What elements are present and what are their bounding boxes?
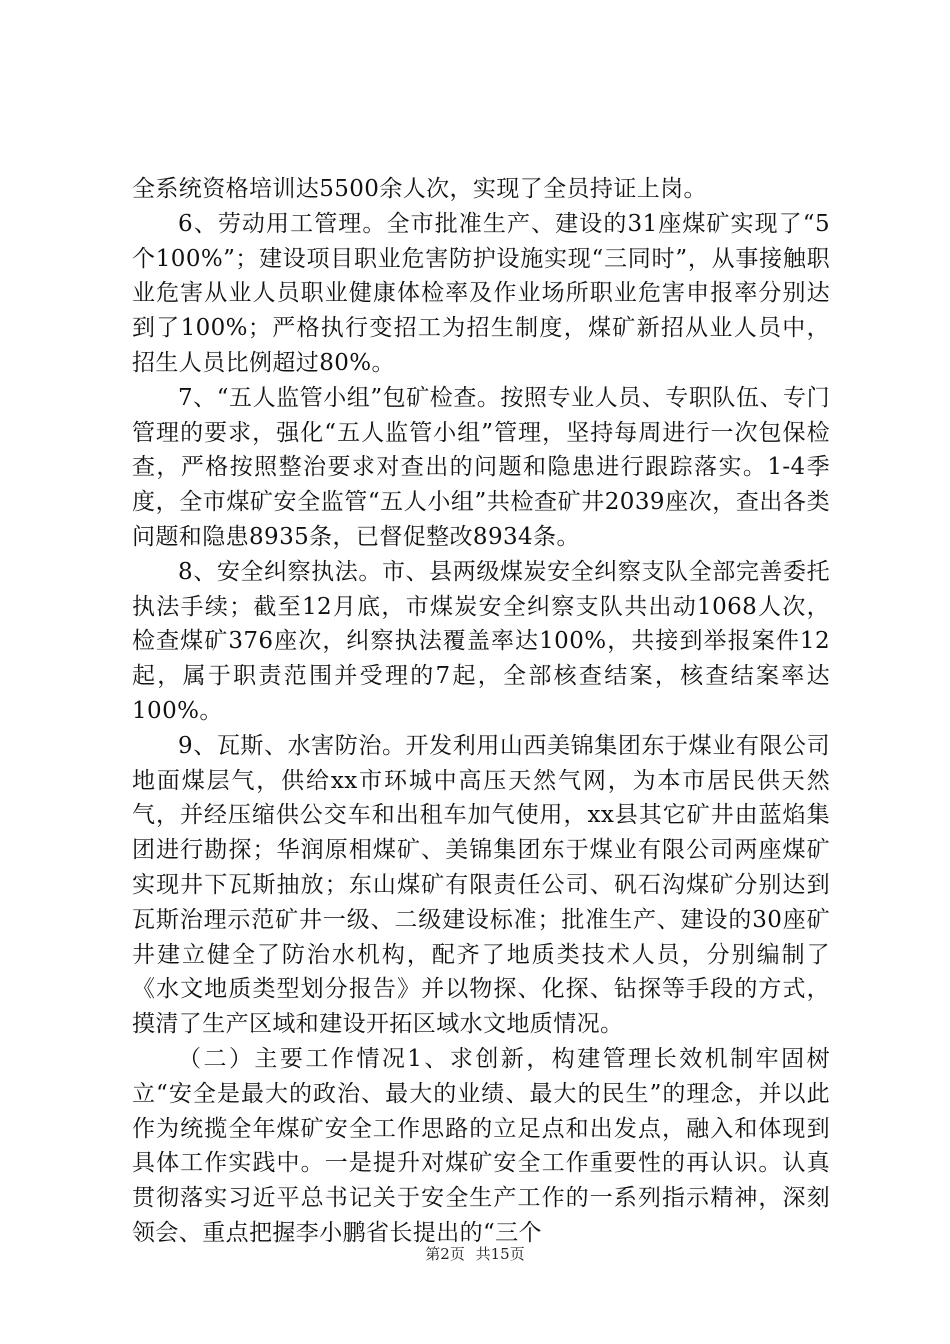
- paragraph-five-person-supervision: 7、“五人监管小组”包矿检查。按照专业人员、专职队伍、专门管理的要求，强化“五人监管小组”管理，坚持每周进行一次包保检查，严格按照整治要求对查出的问题和隐患进行跟踪落实。1-4季度，全市煤矿安全监管“五人小组”共检查矿井2039座次，查出各类问题和隐患8935条，已督促整改8934条。: [132, 384, 830, 550]
- page-total: 共15页: [475, 1245, 525, 1263]
- paragraph-training-summary: 全系统资格培训达5500余人次，实现了全员持证上岗。: [132, 176, 707, 202]
- paragraph-labor-management: 6、劳动用工管理。全市批准生产、建设的31座煤矿实现了“5个100%”；建设项目职业危害防护设施实现“三同时”，从事接触职业危害从业人员职业健康体检率及作业场所职业危害申报率分别达到了100%；严格执行变招工为招生制度，煤矿新招从业人员中，招生人员比例超过80%。: [132, 210, 830, 376]
- paragraph-safety-enforcement: 8、安全纠察执法。市、县两级煤炭安全纠察支队全部完善委托执法手续；截至12月底，市煤炭安全纠察支队共出动1068人次，检查煤矿376座次，纠察执法覆盖率达100%，共接到举报案件12起，属于职责范围并受理的7起，全部核查结案，核查结案率达100%。: [132, 558, 830, 724]
- paragraph-gas-water-prevention: 9、瓦斯、水害防治。开发利用山西美锦集团东于煤业有限公司地面煤层气，供给xx市环城中高压天然气网，为本市居民供天然气，并经压缩供公交车和出租车加气使用，xx县其它矿井由蓝焰集团进行勘探；华润原相煤矿、美锦集团东于煤业有限公司两座煤矿实现井下瓦斯抽放；东山煤矿有限责任公司、矾石沟煤矿分别达到瓦斯治理示范矿井一级、二级建设标准；批准生产、建设的30座矿井建立健全了防治水机构，配齐了地质类技术人员，分别编制了《水文地质类型划分报告》并以物探、化探、钻探等手段的方式，摸清了生产区域和建设开拓区域水文地质情况。: [132, 732, 830, 1038]
- page-number: 第2页: [425, 1245, 465, 1263]
- document-body: [132, 172, 830, 1251]
- page-footer: [0, 1244, 950, 1264]
- paragraph-main-work: （二）主要工作情况1、求创新，构建管理长效机制牢固树立“安全是最大的政治、最大的业绩、最大的民生”的理念，并以此作为统揽全年煤矿安全工作思路的立足点和出发点，融入和体现到具体工作实践中。一是提升对煤矿安全工作重要性的再认识。认真贯彻落实习近平总书记关于安全生产工作的一系列指示精神，深刻领会、重点把握李小鹏省长提出的“三个: [132, 1045, 830, 1246]
